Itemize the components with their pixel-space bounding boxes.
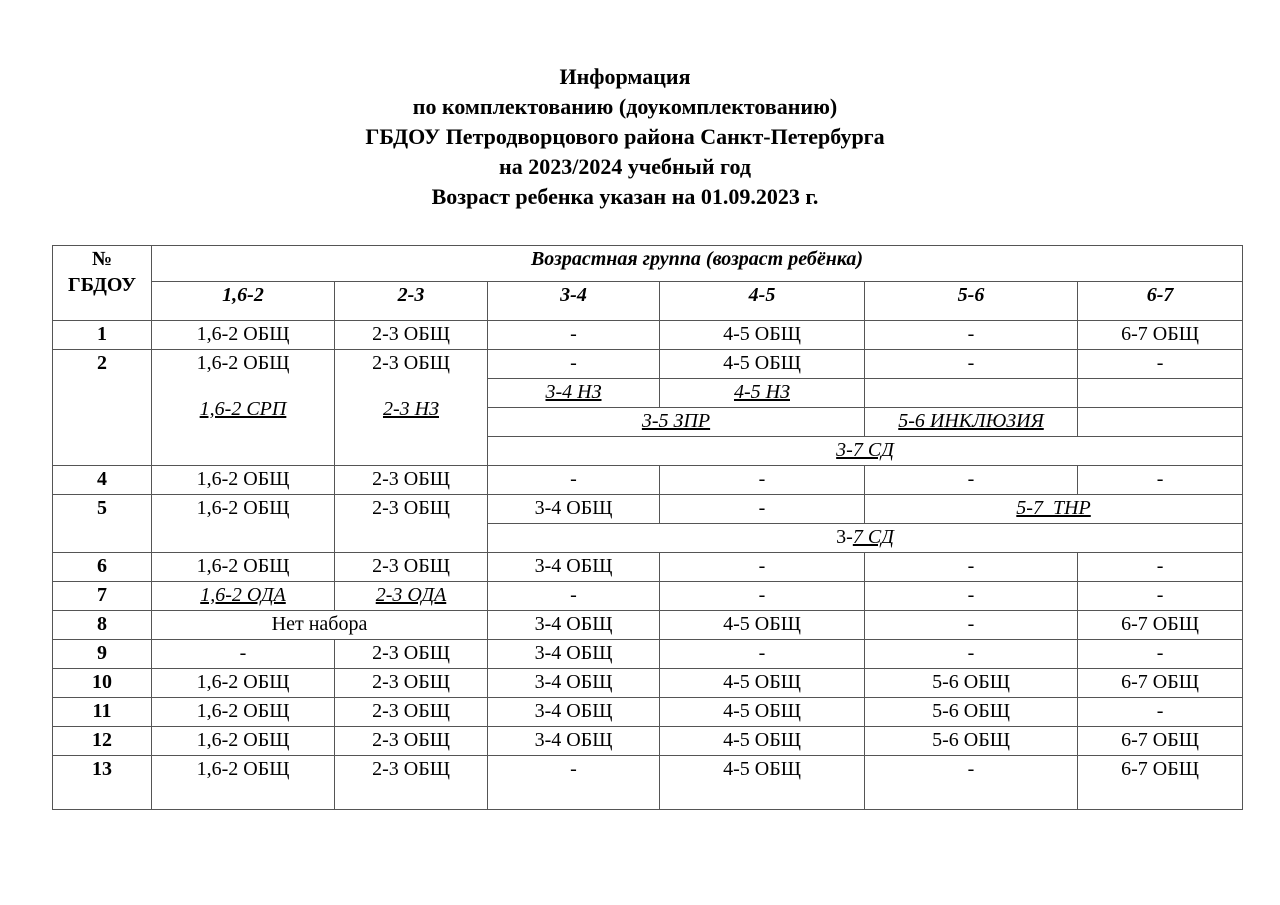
num-header-symbol: № — [91, 248, 113, 270]
table-cell: - — [865, 350, 1078, 379]
table-cell: 4-5 ОБЩ — [660, 611, 865, 640]
title-line-5: Возраст ребенка указан на 01.09.2023 г. — [431, 184, 819, 209]
table-cell: 2-3 ОБЩ — [335, 466, 488, 495]
age-column-header: 3-4 — [488, 282, 660, 321]
table-cell: Нет набора — [152, 611, 488, 640]
table-cell: 2-3 ОДА — [335, 582, 488, 611]
table-cell: 4-5 ОБЩ — [660, 350, 865, 379]
table-cell: 4-5 ОБЩ — [660, 321, 865, 350]
num-header-cell — [53, 246, 152, 321]
table-cell: - — [1078, 350, 1243, 379]
row-number: 6 — [53, 553, 152, 582]
table-cell-line: 1,6-2 СРП — [199, 398, 287, 420]
table-cell: - — [865, 640, 1078, 669]
table-row — [53, 321, 1243, 350]
table-cell: - — [152, 640, 335, 669]
table-cell-line: 1,6-2 ОБЩ — [196, 352, 290, 374]
table-cell: 4-5 НЗ — [660, 379, 865, 408]
age-column-header: 2-3 — [335, 282, 488, 321]
table-cell: 4-5 ОБЩ — [660, 698, 865, 727]
age-column-header: 4-5 — [660, 282, 865, 321]
age-group-header: Возрастная группа (возраст ребёнка) — [152, 246, 1243, 282]
table-cell-empty — [1078, 379, 1243, 408]
age-column-header: 5-6 — [865, 282, 1078, 321]
table-cell: - — [660, 582, 865, 611]
table-cell: 1,6-2 ОБЩ — [152, 669, 335, 698]
table-cell: 2-3 ОБЩ — [335, 495, 488, 553]
table-cell: 3-4 ОБЩ — [488, 640, 660, 669]
table-cell: - — [488, 466, 660, 495]
table-row — [53, 495, 1243, 524]
table-row — [53, 582, 1243, 611]
row-number: 5 — [53, 495, 152, 553]
table-cell: - — [488, 756, 660, 810]
table-cell: 1,6-2 ОБЩ — [152, 553, 335, 582]
table-cell: 1,6-2 ОБЩ — [152, 321, 335, 350]
table-cell: 3-4 ОБЩ — [488, 553, 660, 582]
table-cell: 5-6 ОБЩ — [865, 698, 1078, 727]
table-cell: - — [865, 756, 1078, 810]
table-cell: 1,6-2 ОБЩ — [152, 466, 335, 495]
row-number: 2 — [53, 350, 152, 466]
table-row — [53, 611, 1243, 640]
table-cell: - — [1078, 698, 1243, 727]
table-row — [53, 350, 1243, 379]
table-cell: - — [488, 350, 660, 379]
row-number: 11 — [53, 698, 152, 727]
table-cell: - — [488, 582, 660, 611]
table-cell: - — [660, 466, 865, 495]
table-cell: - — [865, 611, 1078, 640]
row-number: 8 — [53, 611, 152, 640]
table-cell: 3-4 ОБЩ — [488, 698, 660, 727]
table-cell-multi — [152, 350, 335, 466]
table-cell: 2-3 ОБЩ — [335, 553, 488, 582]
table-cell: 6-7 ОБЩ — [1078, 321, 1243, 350]
table-cell: - — [865, 582, 1078, 611]
document-title — [0, 62, 1250, 212]
table-cell: - — [660, 553, 865, 582]
table-cell: - — [660, 495, 865, 524]
table-cell: 1,6-2 ОБЩ — [152, 698, 335, 727]
table-cell: 5-6 ИНКЛЮЗИЯ — [865, 408, 1078, 437]
num-header-label: ГБДОУ — [67, 274, 137, 296]
table-row — [53, 466, 1243, 495]
row-number: 10 — [53, 669, 152, 698]
age-column-header: 1,6-2 — [152, 282, 335, 321]
table-cell: 2-3 ОБЩ — [335, 321, 488, 350]
table-cell: 2-3 ОБЩ — [335, 669, 488, 698]
table-cell: 3-4 ОБЩ — [488, 727, 660, 756]
table-cell: 2-3 ОБЩ — [335, 727, 488, 756]
table-cell: 3-7 СД — [488, 437, 1243, 466]
table-cell-multi — [335, 350, 488, 466]
table-cell-empty — [1078, 408, 1243, 437]
table-cell: 2-3 ОБЩ — [335, 698, 488, 727]
title-line-4: на 2023/2024 учебный год — [499, 154, 751, 179]
row-number: 9 — [53, 640, 152, 669]
table-cell: - — [488, 321, 660, 350]
table-cell: - — [660, 640, 865, 669]
table-row — [53, 756, 1243, 810]
table-cell: - — [865, 321, 1078, 350]
table-cell-line: 2-3 ОБЩ — [372, 352, 450, 374]
table-row — [53, 553, 1243, 582]
title-line-1: Информация — [559, 64, 691, 89]
table-cell: 6-7 ОБЩ — [1078, 727, 1243, 756]
row-number: 4 — [53, 466, 152, 495]
row-number: 7 — [53, 582, 152, 611]
title-line-2: по комплектованию (доукомплектованию) — [412, 94, 838, 119]
header-row-group — [53, 246, 1243, 282]
table-cell: 1,6-2 ОБЩ — [152, 756, 335, 810]
table-cell: 1,6-2 ОБЩ — [152, 495, 335, 553]
row-number: 1 — [53, 321, 152, 350]
table-cell: - — [1078, 640, 1243, 669]
table-row — [53, 640, 1243, 669]
table-cell: 1,6-2 ОДА — [152, 582, 335, 611]
enrollment-table — [52, 245, 1243, 810]
table-row — [53, 669, 1243, 698]
row-number: 13 — [53, 756, 152, 810]
table-cell: 4-5 ОБЩ — [660, 756, 865, 810]
table-cell: 3-4 НЗ — [488, 379, 660, 408]
table-cell: 4-5 ОБЩ — [660, 669, 865, 698]
table-row — [53, 727, 1243, 756]
table-cell: 1,6-2 ОБЩ — [152, 727, 335, 756]
table-cell: 6-7 ОБЩ — [1078, 669, 1243, 698]
age-column-header: 6-7 — [1078, 282, 1243, 321]
table-cell: 4-5 ОБЩ — [660, 727, 865, 756]
table-cell: 5-6 ОБЩ — [865, 727, 1078, 756]
table-cell: 3-4 ОБЩ — [488, 495, 660, 524]
header-row-ages — [53, 282, 1243, 321]
table-cell: 2-3 ОБЩ — [335, 640, 488, 669]
table-cell: 6-7 ОБЩ — [1078, 756, 1243, 810]
table-cell: 3-4 ОБЩ — [488, 669, 660, 698]
row-number: 12 — [53, 727, 152, 756]
table-cell: - — [1078, 466, 1243, 495]
title-line-3: ГБДОУ Петродворцового района Санкт-Петербурга — [365, 124, 885, 149]
table-cell-suffix: 7 СД — [852, 526, 894, 548]
table-cell: 5-6 ОБЩ — [865, 669, 1078, 698]
table-cell-prefix: 3- — [836, 526, 853, 548]
table-cell: 6-7 ОБЩ — [1078, 611, 1243, 640]
table-cell: 3-5 ЗПР — [488, 408, 865, 437]
table-cell: - — [1078, 553, 1243, 582]
table-cell-line: 2-3 НЗ — [382, 398, 439, 420]
table-cell: - — [1078, 582, 1243, 611]
table-cell-empty — [865, 379, 1078, 408]
table-cell: - — [865, 553, 1078, 582]
table-cell: 2-3 ОБЩ — [335, 756, 488, 810]
table-cell — [488, 524, 1243, 553]
table-cell: 5-7 ТНР — [865, 495, 1243, 524]
table-cell: 3-4 ОБЩ — [488, 611, 660, 640]
table-cell: - — [865, 466, 1078, 495]
table-row — [53, 698, 1243, 727]
